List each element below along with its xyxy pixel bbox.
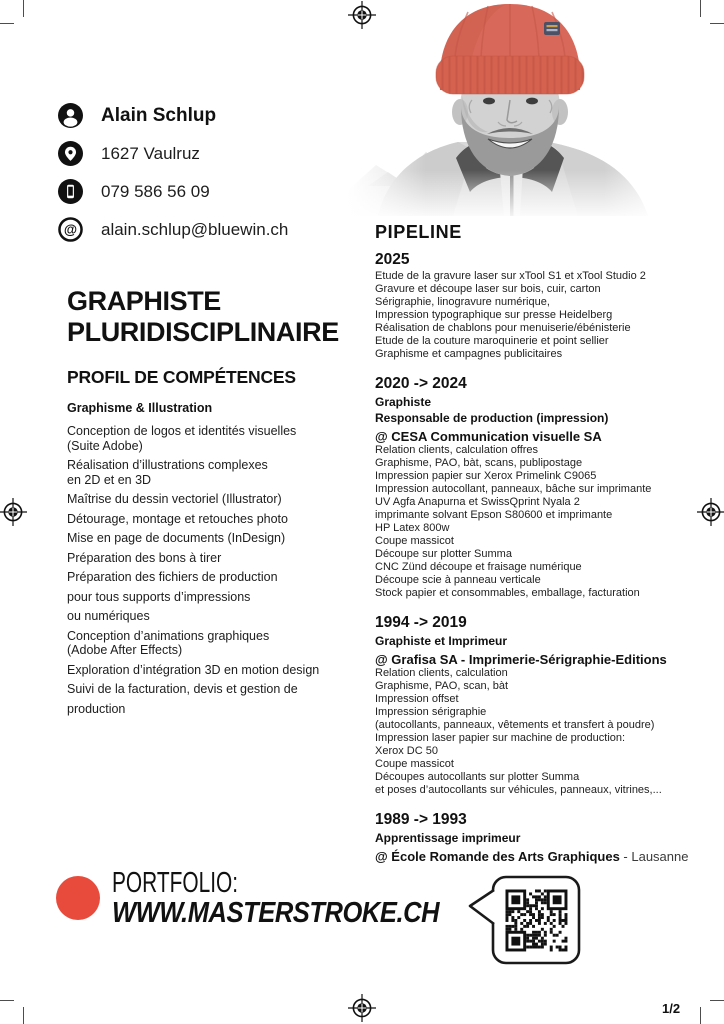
portfolio-label: PORTFOLIO: bbox=[112, 867, 239, 899]
headline-line1: GRAPHISTE bbox=[67, 286, 221, 316]
registration-mark-top bbox=[347, 0, 377, 30]
pipeline-section-container bbox=[375, 222, 697, 864]
svg-text:@: @ bbox=[63, 222, 78, 238]
pipeline-detail: CNC Zünd découpe et fraisage numérique bbox=[375, 561, 582, 573]
skill-line: (Adobe After Effects) bbox=[67, 643, 183, 657]
competences-section bbox=[67, 367, 367, 721]
skill-line: ou numériques bbox=[67, 609, 150, 623]
skill-item bbox=[67, 609, 367, 624]
pipeline-role: Graphiste bbox=[375, 395, 432, 409]
pipeline-detail: Coupe massicot bbox=[375, 535, 454, 547]
pipeline-company: @ Grafisa SA - Imprimerie-Sérigraphie-Editions bbox=[375, 652, 667, 667]
skill-line: Suivi de la facturation, devis et gestion de bbox=[67, 682, 298, 696]
skill-line: Conception de logos et identités visuelles bbox=[67, 424, 297, 438]
portfolio-block bbox=[112, 869, 484, 929]
skill-item bbox=[67, 682, 367, 697]
registration-mark-bottom bbox=[347, 993, 377, 1023]
pipeline-sections bbox=[375, 251, 697, 864]
pipeline-detail: Impression offset bbox=[375, 693, 459, 705]
location-icon bbox=[58, 141, 83, 166]
pipeline-years: 1994 -> 2019 bbox=[375, 614, 467, 631]
skill-line: Détourage, montage et retouches photo bbox=[67, 511, 288, 526]
pipeline-detail: Réalisation de chablons pour menuiserie/ébénisterie bbox=[375, 322, 631, 334]
skill-item bbox=[67, 663, 367, 678]
pipeline-company: @ CESA Communication visuelle SA bbox=[375, 429, 602, 444]
skill-line: (Suite Adobe) bbox=[67, 438, 143, 453]
skill-line: Réalisation d’illustrations complexes bbox=[67, 458, 268, 472]
skill-line: production bbox=[67, 701, 126, 716]
contact-row-location bbox=[58, 141, 358, 166]
pipeline-role: Responsable de production (impression) bbox=[375, 411, 609, 425]
pipeline-entry bbox=[375, 811, 697, 864]
pipeline-years: 2025 bbox=[375, 251, 410, 268]
skill-item bbox=[67, 492, 367, 507]
contact-name: Alain Schlup bbox=[101, 104, 217, 126]
crop-mark-top-left-h bbox=[0, 23, 14, 24]
contact-block bbox=[58, 103, 358, 255]
pipeline-years: 1989 -> 1993 bbox=[375, 811, 467, 828]
crop-mark-bottom-left-h bbox=[0, 1000, 14, 1001]
skill-line: Maîtrise du dessin vectoriel (Illustrator) bbox=[67, 492, 282, 506]
pipeline-detail: Gravure et découpe laser sur bois, cuir, carton bbox=[375, 283, 601, 295]
pipeline-years: 2020 -> 2024 bbox=[375, 375, 467, 392]
skill-line: pour tous supports d’impressions bbox=[67, 589, 251, 604]
skill-item bbox=[67, 702, 367, 717]
pipeline-detail: Découpe scie à panneau verticale bbox=[375, 574, 541, 586]
skill-line: Exploration d’intégration 3D en motion design bbox=[67, 662, 320, 677]
pipeline-company: @ École Romande des Arts Graphiques - Lausanne bbox=[375, 849, 689, 864]
crop-mark-bottom-right-h bbox=[710, 1000, 724, 1001]
pipeline-company-suffix: - Lausanne bbox=[619, 849, 689, 864]
person-icon bbox=[58, 103, 83, 128]
crop-mark-bottom-right-v bbox=[700, 1007, 701, 1024]
pipeline-detail: Découpe sur plotter Summa bbox=[375, 548, 512, 560]
contact-row-email bbox=[58, 217, 358, 242]
crop-mark-bottom-left-v bbox=[23, 1007, 24, 1024]
pipeline-detail: Impression sérigraphie bbox=[375, 706, 487, 718]
skill-line: Préparation des bons à tirer bbox=[67, 550, 222, 565]
pipeline-detail: Etude de la gravure laser sur xTool S1 et xTool Studio 2 bbox=[375, 270, 646, 282]
portfolio-accent-dot bbox=[56, 876, 100, 920]
pipeline-detail: Impression laser papier sur machine de production: bbox=[375, 732, 626, 744]
crop-mark-top-left-v bbox=[23, 0, 24, 17]
pipeline-detail: Impression autocollant, panneaux, bâche sur imprimante bbox=[375, 483, 652, 495]
contact-location: 1627 Vaulruz bbox=[101, 143, 200, 163]
pipeline-detail: imprimante solvant Epson S80600 et imprimante bbox=[375, 509, 613, 521]
pipeline-detail: Graphisme et campagnes publicitaires bbox=[375, 348, 563, 360]
pipeline-detail: HP Latex 800w bbox=[375, 522, 450, 534]
skills-list bbox=[67, 424, 367, 716]
portfolio-url: WWW.MASTERSTROKE.CH bbox=[112, 897, 440, 929]
crop-mark-top-right-h bbox=[710, 23, 724, 24]
skill-item bbox=[67, 551, 367, 566]
contact-phone: 079 586 56 09 bbox=[101, 181, 210, 201]
competences-title: PROFIL DE COMPÉTENCES bbox=[67, 367, 296, 387]
qr-code bbox=[467, 874, 585, 970]
competences-category: Graphisme & Illustration bbox=[67, 401, 213, 415]
contact-row-name bbox=[58, 103, 358, 128]
pipeline-detail: (autocollants, panneaux, vêtements et transfert à poudre) bbox=[375, 719, 655, 731]
skill-item bbox=[67, 570, 367, 585]
pipeline-detail: Découpes autocollants sur plotter Summa bbox=[375, 771, 580, 783]
pipeline-role: Apprentissage imprimeur bbox=[375, 831, 521, 845]
pipeline-detail: et poses d’autocollants sur véhicules, panneaux, vitrines,... bbox=[375, 784, 662, 796]
pipeline-entry bbox=[375, 375, 697, 600]
skill-item bbox=[67, 424, 367, 453]
skill-item bbox=[67, 590, 367, 605]
skill-item bbox=[67, 629, 367, 658]
page-number: 1/2 bbox=[662, 1001, 681, 1016]
pipeline-detail: Xerox DC 50 bbox=[375, 745, 438, 757]
pipeline-role: Graphiste et Imprimeur bbox=[375, 634, 508, 648]
contact-row-phone bbox=[58, 179, 358, 204]
headline bbox=[67, 286, 339, 348]
pipeline-entry bbox=[375, 251, 697, 361]
registration-mark-right bbox=[696, 497, 724, 527]
crop-mark-top-right-v bbox=[700, 0, 701, 17]
contact-email: alain.schlup@bluewin.ch bbox=[101, 219, 289, 239]
pipeline-entry bbox=[375, 614, 697, 797]
skill-line: Préparation des fichiers de production bbox=[67, 570, 278, 584]
pipeline-detail: Impression typographique sur presse Heidelberg bbox=[375, 309, 613, 321]
skill-item bbox=[67, 531, 367, 546]
pipeline-detail: UV Agfa Anapurna et SwissQprint Nyala 2 bbox=[375, 496, 580, 508]
skill-line: en 2D et en 3D bbox=[67, 472, 152, 487]
skill-item bbox=[67, 458, 367, 487]
at-icon bbox=[58, 217, 83, 242]
headline-line2: PLURIDISCIPLINAIRE bbox=[67, 317, 339, 347]
skill-item bbox=[67, 512, 367, 527]
pipeline-detail: Graphisme, PAO, bàt, scans, publipostage bbox=[375, 457, 583, 469]
pipeline-detail: Relation clients, calculation bbox=[375, 667, 508, 679]
registration-mark-left bbox=[0, 497, 28, 527]
pipeline-detail: Stock papier et consommables, emballage, facturation bbox=[375, 587, 640, 599]
pipeline-detail: Etude de la couture maroquinerie et point sellier bbox=[375, 335, 609, 347]
phone-icon bbox=[58, 179, 83, 204]
pipeline-title: PIPELINE bbox=[375, 222, 462, 242]
pipeline-detail: Relation clients, calculation offres bbox=[375, 444, 539, 456]
profile-photo bbox=[348, 0, 682, 216]
pipeline-detail: Graphisme, PAO, scan, bàt bbox=[375, 680, 509, 692]
pipeline-detail: Coupe massicot bbox=[375, 758, 454, 770]
pipeline-detail: Sérigraphie, linogravure numérique, bbox=[375, 296, 550, 308]
pipeline-detail: Impression papier sur Xerox Primelink C9065 bbox=[375, 470, 597, 482]
skill-line: Mise en page de documents (InDesign) bbox=[67, 531, 286, 545]
skill-line: Conception d’animations graphiques bbox=[67, 628, 270, 643]
